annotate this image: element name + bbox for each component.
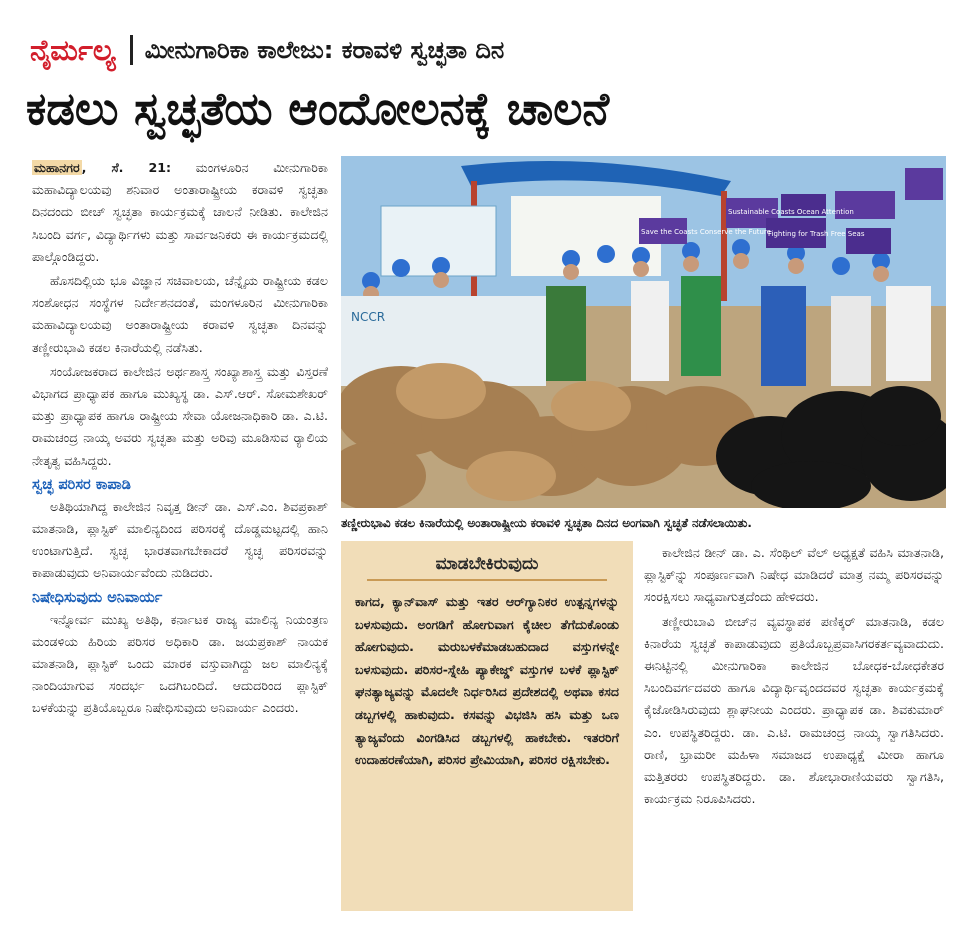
sidebar-box-body	[341, 581, 633, 772]
news-photo	[341, 156, 946, 508]
sidebar-box-title: ಮಾಡಬೇಕಿರುವುದು	[367, 549, 607, 581]
paragraph-1-text: ಮಂಗಳೂರಿನ ಮೀನುಗಾರಿಕಾ ಮಹಾವಿದ್ಯಾಲಯವು ಶನಿವಾರ ಅಂತಾರಾಷ್ಟ್ರೀಯ ಕರಾವಳಿ ಸ್ವಚ್ಛತಾ ದಿನದಂದು ಬೀಚ್ ಸ್ವಚ್ಛತಾ ಕಾರ್ಯಕ್ರಮಕ್ಕೆ ಚಾಲನೆ ನೀಡಿತು. ಕಾಲೇಜಿನ ಸಿಬಂದಿ ವರ್ಗ, ವಿದ್ಯಾರ್ಥಿಗಳು ಮತ್ತು ಸಾರ್ವಜನಿಕರು ಈ ಕಾರ್ಯಕ್ರಮದಲ್ಲಿ ಪಾಲ್ಗೊಂಡಿದ್ದರು.	[32, 160, 328, 264]
dateline	[32, 160, 171, 175]
kicker-divider	[130, 35, 133, 65]
subhead-clean-environment: ಸ್ವಚ್ಛ ಪರಿಸರ ಕಾಪಾಡಿ	[32, 476, 131, 493]
paragraph-1	[32, 157, 328, 268]
beach-cleanup-photo	[341, 156, 946, 508]
dateline-place: ಮಹಾನಗರ	[34, 160, 80, 175]
placard-2: Sustainable Coasts Ocean Attention	[728, 208, 854, 216]
placard-1: Save the Coasts Conserve the Future	[641, 228, 771, 236]
subhead-ban-necessary: ನಿಷೇಧಿಸುವುದು ಅನಿವಾರ್ಯ	[32, 589, 163, 606]
paragraph-2: ಹೊಸದಿಲ್ಲಿಯ ಭೂ ವಿಜ್ಞಾನ ಸಚಿವಾಲಯ, ಚೆನ್ನೈಯ ರಾಷ್ಟ್ರೀಯ ಕಡಲ ಸಂಶೋಧನ ಸಂಸ್ಥೆಗಳ ನಿರ್ದೇಶನದಂತೆ, ಮಂಗಳೂರಿನ ಮೀನುಗಾರಿಕಾ ಮಹಾವಿದ್ಯಾಲಯವು ಅಂತಾರಾಷ್ಟ್ರೀಯ ಕರಾವಳಿ ಸ್ವಚ್ಛತಾ ದಿನವನ್ನು ತಣ್ಣೀರುಭಾವಿ ಕಡಲ ಕಿನಾರೆಯಲ್ಲಿ ನಡೆಸಿತು.	[32, 273, 328, 355]
headline: ಕಡಲು ಸ್ವಚ್ಛತೆಯ ಆಂದೋಲನಕ್ಕೆ ಚಾಲನೆ	[26, 82, 610, 135]
sidebar-box	[341, 541, 633, 911]
paragraph-4: ಅತಿಥಿಯಾಗಿದ್ದ ಕಾಲೇಜಿನ ನಿವೃತ್ತ ಡೀನ್ ಡಾ. ಎಸ್.ಎಂ. ಶಿವಪ್ರಕಾಶ್ ಮಾತನಾಡಿ, ಪ್ಲಾಸ್ಟಿಕ್ ಮಾಲಿನ್ಯದಿಂದ ಪರಿಸರಕ್ಕೆ ದೊಡ್ಡಮಟ್ಟದಲ್ಲಿ ಹಾನಿ ಉಂಟಾಗುತ್ತಿದೆ. ಸ್ವಚ್ಛ ಭಾರತವಾಗಬೇಕಾದರೆ ಸ್ವಚ್ಛ ಪರಿಸರವನ್ನು ಕಾಪಾಡುವುದು ಅನಿವಾರ್ಯವೆಂದು ನುಡಿದರು.	[32, 498, 328, 581]
photo-caption: ತಣ್ಣೀರುಭಾವಿ ಕಡಲ ಕಿನಾರೆಯಲ್ಲಿ ಅಂತಾರಾಷ್ಟ್ರೀಯ ಕರಾವಳಿ ಸ್ವಚ್ಛತಾ ದಿನದ ಅಂಗವಾಗಿ ಸ್ವಚ್ಛತೆ ನಡೆಸಲಾಯಿತು.	[341, 516, 752, 530]
sidebar-box-text: ಕಾಗದ, ಕ್ಯಾನ್‌ವಾಸ್ ಮತ್ತು ಇತರ ಆರ್‌ಗ್ಯಾನಿಕರ ಉತ್ಪನ್ನಗಳನ್ನು ಬಳಸುವುದು. ಅಂಗಡಿಗೆ ಹೋಗುವಾಗ ಕೈಚೀಲ ತೆಗೆದುಕೊಂಡು ಹೋಗುವುದು. ಮರುಬಳಕೆಮಾಡಬಹುದಾದ ವಸ್ತುಗಳನ್ನೇ ಬಳಸುವುದು. ಪರಿಸರ-ಸ್ನೇಹಿ ಪ್ಯಾಕೇಜ್ಡ್ ವಸ್ತುಗಳ ಬಳಕೆ ಪ್ಲಾಸ್ಟಿಕ್ ಘನತ್ಯಾಜ್ಯವನ್ನು ಮೊದಲೇ ನಿರ್ಧರಿಸಿದ ಪ್ರದೇಶದಲ್ಲಿ ಅಥವಾ ಕಸದ ಡಬ್ಬಗಳಲ್ಲಿ ಹಾಕುವುದು. ಕಸವನ್ನು ವಿಭಜಿಸಿ ಹಸಿ ಮತ್ತು ಒಣ ತ್ಯಾಜ್ಯವೆಂದು ವಿಂಗಡಿಸಿದ ಡಬ್ಬಗಳಲ್ಲಿ ಹಾಕಬೇಕು. ಇತರರಿಗೆ ಉದಾಹರಣೆಯಾಗಿ, ಪರಿಸರ ಪ್ರೇಮಿಯಾಗಿ, ಪರಿಸರ ರಕ್ಷಿಸಬೇಕು.	[355, 594, 619, 768]
section-title: ಮೀನುಗಾರಿಕಾ ಕಾಲೇಜು: ಕರಾವಳಿ ಸ್ವಚ್ಛತಾ ದಿನ	[144, 36, 505, 64]
paragraph-6: ಕಾಲೇಜಿನ ಡೀನ್ ಡಾ. ಎ. ಸೆಂಥಿಲ್ ವೆಲ್ ಅಧ್ಯಕ್ಷತೆ ವಹಿಸಿ ಮಾತನಾಡಿ, ಪ್ಲಾಸ್ಟಿಕ್‌ನ್ನು ಸಂಪೂರ್ಣವಾಗಿ ನಿಷೇಧ ಮಾಡಿದರೆ ಮಾತ್ರ ನಮ್ಮ ಪರಿಸರವನ್ನು ಸಂರಕ್ಷಿಸಲು ಸಾಧ್ಯವಾಗುತ್ತದೆಂದು ಹೇಳಿದರು.	[644, 545, 944, 605]
banner-text: NCCR	[351, 310, 386, 324]
article-column-3	[644, 542, 944, 812]
dateline-date: , ಸೆ. 21:	[81, 160, 172, 175]
article-column-1	[32, 157, 328, 722]
paragraph-7: ತಣ್ಣೀರುಬಾವಿ ಬೀಚ್‌ನ ವ್ಯವಸ್ಥಾಪಕ ಪಣಿಕ್ಕರ್ ಮಾತನಾಡಿ, ಕಡಲ ಕಿನಾರೆಯ ಸ್ವಚ್ಛತೆ ಕಾಪಾಡುವುದು ಪ್ರತಿಯೊಬ್ಬಪ್ರವಾಸಿಗರಕರ್ತವ್ಯವಾದುದು. ಈನಿಟ್ಟಿನಲ್ಲಿ ಮೀನುಗಾರಿಕಾ ಕಾಲೇಜಿನ ಬೋಧಕ-ಬೋಧಕೇತರ ಸಿಬಂದಿವರ್ಗದವರು ಹಾಗೂ ವಿದ್ಯಾರ್ಥಿವೃಂದದವರ ಸ್ವಚ್ಛತಾ ಕಾರ್ಯಕ್ರಮಕ್ಕೆ ಕೈಜೋಡಿಸಿರುವುದು ಶ್ಲಾಘನೀಯ ಎಂದರು. ಪ್ರಾಧ್ಯಾಪಕ ಡಾ. ಶಿವಕುಮಾರ್ ಎಂ. ಉಪಸ್ಥಿತರಿದ್ದರು. ಡಾ. ಎ.ಟಿ. ರಾಮಚಂದ್ರ ನಾಯ್ಕ ಸ್ವಾಗತಿಸಿದರು. ರಾಣಿ, ಭ್ರಾಮರೀ ಮಹಿಳಾ ಸಮಾಜದ ಉಪಾಧ್ಯಕ್ಷೆ ಮೀರಾ ಹಾಗೂ ಮತ್ತಿತರರು ಉಪಸ್ಥಿತರಿದ್ದರು. ಡಾ. ಶೋಭಾರಾಣಿಯವರು ಸ್ವಾಗತಿಸಿ, ಕಾರ್ಯಕ್ರಮ ನಿರೂಪಿಸಿದರು.	[644, 613, 944, 807]
section-brand: ನೈರ್ಮಲ್ಯ	[30, 32, 116, 67]
section-kicker	[30, 28, 504, 72]
paragraph-5: ಇನ್ನೋರ್ವ ಮುಖ್ಯ ಅತಿಥಿ, ಕರ್ನಾಟಕ ರಾಜ್ಯ ಮಾಲಿನ್ಯ ನಿಯಂತ್ರಣ ಮಂಡಳಿಯ ಹಿರಿಯ ಪರಿಸರ ಅಧಿಕಾರಿ ಡಾ. ಜಯಪ್ರಕಾಶ್ ನಾಯಕ ಮಾತನಾಡಿ, ಪ್ಲಾಸ್ಟಿಕ್ ಒಂದು ಮಾರಕ ವಸ್ತುವಾಗಿದ್ದು ಜಲ ಮಾಲಿನ್ಯಕ್ಕೆ ನಾಂದಿಯಾಗುವ ಸಂದರ್ಭ ಒದಗಿಬಂದಿದೆ. ಆದುದರಿಂದ ಪ್ಲಾಸ್ಟಿಕ್ ಬಳಕೆಯನ್ನು ಪ್ರತಿಯೊಬ್ಬರೂ ನಿಷೇಧಿಸುವುದು ಅನಿವಾರ್ಯ ಎಂದರು.	[32, 611, 328, 716]
paragraph-3: ಸಂಯೋಜಕರಾದ ಕಾಲೇಜಿನ ಅರ್ಥಶಾಸ್ತ್ರ ಸಂಖ್ಯಾಶಾಸ್ತ್ರ ಮತ್ತು ವಿಸ್ತರಣೆ ವಿಭಾಗದ ಪ್ರಾಧ್ಯಾಪಕ ಹಾಗೂ ಮುಖ್ಯಸ್ಥ ಡಾ. ಎಸ್.ಆರ್. ಸೋಮಶೇಖರ್ ಮತ್ತು ಪ್ರಾಧ್ಯಾಪಕ ಹಾಗೂ ರಾಷ್ಟ್ರೀಯ ಸೇವಾ ಯೋಜನಾಧಿಕಾರಿ ಡಾ. ಎ.ಟಿ. ರಾಮಚಂದ್ರ ನಾಯ್ಕ ಅವರು ಸ್ವಚ್ಛತಾ ಮತ್ತು ಅರಿವು ಮೂಡಿಸುವ ರ್‍ಯಾಲಿಯ ನೇತೃತ್ವ ವಹಿಸಿದ್ದರು.	[32, 363, 328, 468]
placard-3: Fighting for Trash Free Seas	[768, 230, 865, 238]
